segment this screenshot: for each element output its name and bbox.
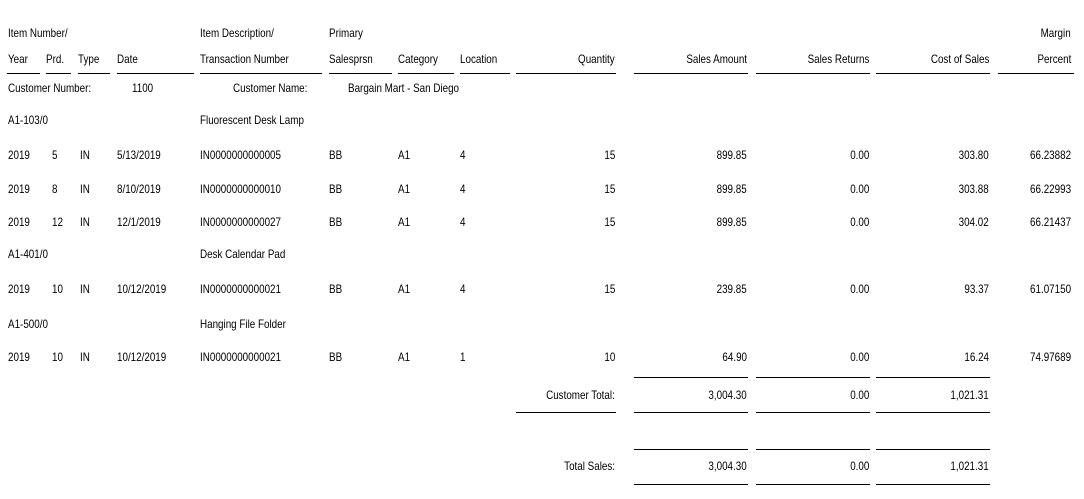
cell-location: 4	[460, 215, 466, 229]
item-code: A1-103/0	[8, 113, 48, 127]
cell-category: A1	[398, 148, 411, 162]
header-prd: Prd.	[46, 52, 65, 66]
cell-salesprsn: BB	[329, 350, 343, 364]
cell-date: 5/13/2019	[117, 148, 161, 162]
total-rule	[876, 412, 990, 413]
header-location: Location	[460, 52, 498, 66]
cell-sales-amount: 899.85	[716, 215, 747, 229]
cell-sales-amount: 239.85	[716, 282, 747, 296]
cell-category: A1	[398, 282, 411, 296]
header-underline	[329, 73, 392, 74]
cell-prd: 10	[52, 350, 63, 364]
cell-quantity: 15	[604, 182, 615, 196]
cell-transaction: IN0000000000021	[200, 350, 281, 364]
cell-transaction: IN0000000000010	[200, 182, 281, 196]
header-underline	[460, 73, 510, 74]
cell-cost-of-sales: 304.02	[958, 215, 989, 229]
header-item-number: Item Number/	[8, 26, 68, 40]
cell-year: 2019	[8, 182, 30, 196]
cell-sales-returns: 0.00	[849, 215, 869, 229]
total-rule	[876, 377, 990, 378]
header-underline	[756, 73, 870, 74]
header-primary: Primary	[329, 26, 363, 40]
cell-type: IN	[80, 148, 90, 162]
header-underline	[200, 73, 322, 74]
cell-transaction: IN0000000000027	[200, 215, 281, 229]
cell-salesprsn: BB	[329, 282, 343, 296]
header-underline	[7, 73, 40, 74]
cell-prd: 5	[52, 148, 58, 162]
cell-sales-amount: 899.85	[716, 148, 747, 162]
total-rule	[756, 484, 870, 485]
cell-sales-returns: 0.00	[849, 182, 869, 196]
header-underline	[634, 73, 748, 74]
cell-salesprsn: BB	[329, 215, 343, 229]
cell-location: 1	[460, 350, 466, 364]
cell-cost-of-sales: 303.88	[958, 182, 989, 196]
header-underline	[398, 73, 454, 74]
cell-transaction: IN0000000000021	[200, 282, 281, 296]
cell-type: IN	[80, 282, 90, 296]
total-rule	[756, 449, 870, 450]
cell-margin: 66.22993	[1029, 182, 1071, 196]
cell-sales-amount: 899.85	[716, 182, 747, 196]
cell-margin: 61.07150	[1029, 282, 1071, 296]
item-code: A1-500/0	[8, 317, 48, 331]
item-description: Desk Calendar Pad	[200, 247, 286, 261]
cell-sales-returns: 0.00	[849, 148, 869, 162]
cell-cost-of-sales: 93.37	[964, 282, 989, 296]
cell-date: 10/12/2019	[117, 350, 167, 364]
cell-date: 12/1/2019	[117, 215, 161, 229]
cell-sales-returns: 0.00	[849, 282, 869, 296]
header-underline	[46, 73, 71, 74]
header-underline	[78, 73, 110, 74]
cell-location: 4	[460, 148, 466, 162]
cell-type: IN	[80, 182, 90, 196]
cell-cost-of-sales: 303.80	[958, 148, 989, 162]
header-date: Date	[117, 52, 138, 66]
customer-name: Bargain Mart - San Diego	[348, 81, 460, 95]
cell-year: 2019	[8, 282, 30, 296]
cell-type: IN	[80, 350, 90, 364]
header-type: Type	[78, 52, 100, 66]
total-rule	[516, 412, 616, 413]
cell-salesprsn: BB	[329, 182, 343, 196]
cell-prd: 10	[52, 282, 63, 296]
header-percent: Percent	[1037, 52, 1071, 66]
header-sales-returns: Sales Returns	[807, 52, 869, 66]
customer-name-label: Customer Name:	[233, 81, 308, 95]
header-underline	[516, 73, 616, 74]
cell-quantity: 15	[604, 148, 615, 162]
cell-transaction: IN0000000000005	[200, 148, 281, 162]
total-rule	[634, 412, 748, 413]
total-rule	[756, 377, 870, 378]
item-description: Hanging File Folder	[200, 317, 286, 331]
header-quantity: Quantity	[578, 52, 615, 66]
customer-total-returns: 0.00	[849, 388, 869, 402]
customer-total-label: Customer Total:	[546, 388, 615, 402]
cell-prd: 8	[52, 182, 58, 196]
customer-number: 1100	[132, 81, 154, 95]
item-description: Fluorescent Desk Lamp	[200, 113, 304, 127]
item-code: A1-401/0	[8, 247, 48, 261]
cell-category: A1	[398, 350, 411, 364]
cell-margin: 74.97689	[1029, 350, 1071, 364]
total-rule	[876, 484, 990, 485]
cell-type: IN	[80, 215, 90, 229]
header-transaction-number: Transaction Number	[200, 52, 289, 66]
total-rule	[634, 484, 748, 485]
total-sales-returns: 0.00	[849, 459, 869, 473]
cell-salesprsn: BB	[329, 148, 343, 162]
total-rule	[876, 449, 990, 450]
customer-total-cost: 1,021.31	[950, 388, 989, 402]
cell-quantity: 15	[604, 215, 615, 229]
cell-date: 8/10/2019	[117, 182, 161, 196]
cell-sales-returns: 0.00	[849, 350, 869, 364]
header-cost-of-sales: Cost of Sales	[930, 52, 989, 66]
cell-category: A1	[398, 215, 411, 229]
cell-location: 4	[460, 282, 466, 296]
cell-prd: 12	[52, 215, 63, 229]
header-salesprsn: Salesprsn	[329, 52, 373, 66]
header-sales-amount: Sales Amount	[686, 52, 747, 66]
cell-cost-of-sales: 16.24	[964, 350, 989, 364]
total-sales-amount: 3,004.30	[708, 459, 747, 473]
total-rule	[634, 377, 748, 378]
total-rule	[634, 449, 748, 450]
cell-location: 4	[460, 182, 466, 196]
cell-year: 2019	[8, 350, 30, 364]
cell-margin: 66.21437	[1029, 215, 1071, 229]
cell-year: 2019	[8, 148, 30, 162]
header-underline	[117, 73, 194, 74]
cell-quantity: 15	[604, 282, 615, 296]
cell-year: 2019	[8, 215, 30, 229]
customer-total-amount: 3,004.30	[708, 388, 747, 402]
header-underline	[876, 73, 990, 74]
header-year: Year	[8, 52, 28, 66]
cell-margin: 66.23882	[1029, 148, 1071, 162]
cell-date: 10/12/2019	[117, 282, 167, 296]
header-underline	[998, 73, 1074, 74]
cell-quantity: 10	[604, 350, 615, 364]
header-item-description: Item Description/	[200, 26, 274, 40]
customer-number-label: Customer Number:	[8, 81, 92, 95]
total-sales-label: Total Sales:	[564, 459, 615, 473]
header-category: Category	[398, 52, 438, 66]
total-sales-cost: 1,021.31	[950, 459, 989, 473]
total-rule	[756, 412, 870, 413]
cell-category: A1	[398, 182, 411, 196]
cell-sales-amount: 64.90	[722, 350, 747, 364]
header-margin: Margin	[1040, 26, 1071, 40]
